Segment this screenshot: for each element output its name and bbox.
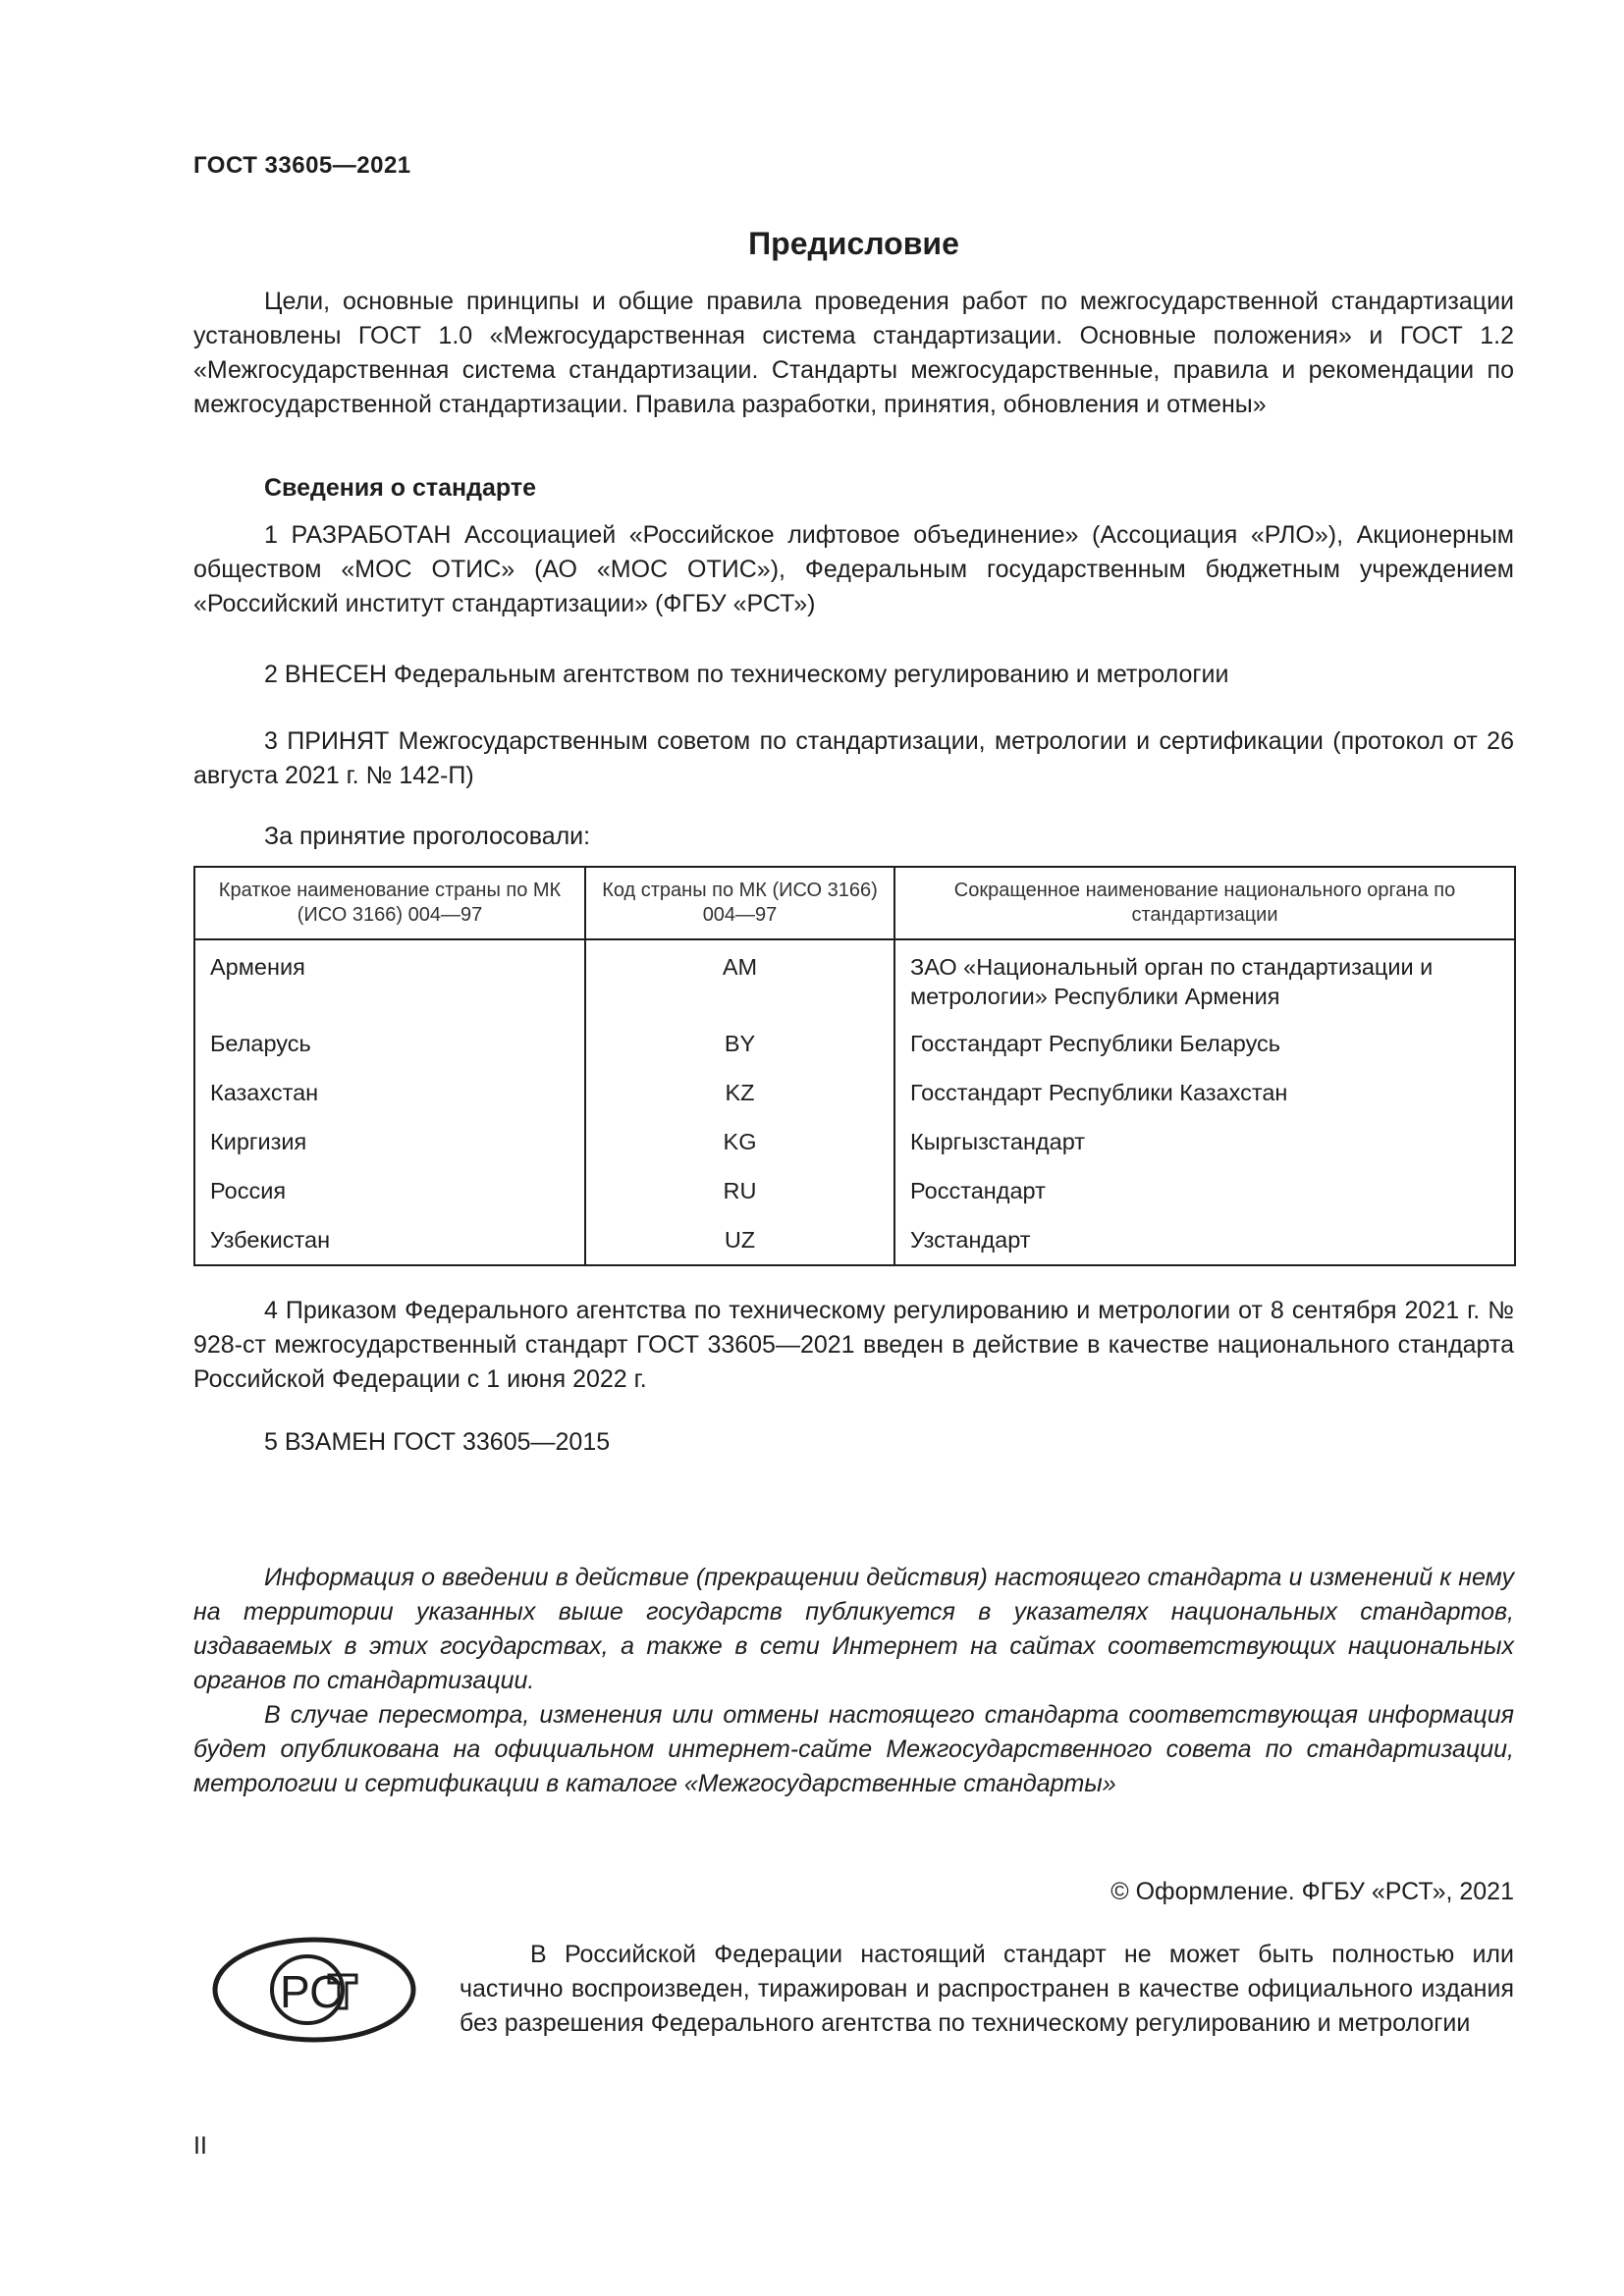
table-row [194,1211,1515,1265]
copyright-line: © Оформление. ФГБУ «РСТ», 2021 [1110,1878,1514,1905]
document-number: ГОСТ 33605—2021 [193,152,411,179]
country-cell: Беларусь [194,1015,585,1064]
info-heading: Сведения о стандарте [264,474,537,502]
body-cell: Узстандарт [910,1227,1031,1253]
reproduction-notice: В Российской Федерации настоящий стандарт не может быть полностью или частично воспроизведен, тиражирован и распространен в качестве официального издания без разрешения Федерального агентства по техническому регулированию и метрологии [460,1941,1514,2037]
item-1: 1 РАЗРАБОТАН Ассоциацией «Российское лифтовое объединение» (Ассоциация «РЛО»), Акционерным обществом «МОС ОТИС» (АО «МОС ОТИС»), Федеральным государственным бюджетным учреждением «Российский институт стандартизации» (ФГБУ «РСТ») [193,521,1514,617]
vote-label: За принятие проголосовали: [264,823,591,850]
country-cell: Киргизия [194,1113,585,1162]
code-cell: AM [585,939,894,1015]
body-cell: ЗАО «Национальный орган по стандартизации и метрологии» Республики Армения [910,954,1434,1009]
country-cell: Россия [194,1162,585,1211]
column-header-body: Сокращенное наименование национального органа по стандартизации [894,867,1515,939]
item-3: 3 ПРИНЯТ Межгосударственным советом по стандартизации, метрологии и сертификации (протокол от 26 августа 2021 г. № 142-П) [193,727,1514,789]
intro-paragraph: Цели, основные принципы и общие правила проведения работ по межгосударственной стандартизации установлены ГОСТ 1.0 «Межгосударственная система стандартизации. Основные положения» и ГОСТ 1.2 «Межгосударственная система стандартизации. Стандарты межгосударственные, правила и рекомендации по межгосударственной стандартизации. Правила разработки, принятия, обновления и отмены» [193,288,1514,418]
info-note-1: Информация о введении в действие (прекращении действия) настоящего стандарта и изменений к нему на территории указанных выше государств публикуется в указателях национальных стандартов, издаваемых в этих государствах, а также в сети Интернет на сайтах соответствующих национальных органов по стандартизации. [193,1564,1514,1694]
table-row [194,1015,1515,1064]
page-title: Предисловие [748,226,959,261]
table-row [194,1113,1515,1162]
country-cell: Казахстан [194,1064,585,1113]
code-cell: KZ [585,1064,894,1113]
table-header-row [194,867,1515,939]
code-cell: UZ [585,1211,894,1265]
code-cell: RU [585,1162,894,1211]
country-cell: Армения [194,939,585,1015]
body-cell: Госстандарт Республики Казахстан [910,1080,1288,1105]
body-cell: Госстандарт Республики Беларусь [910,1031,1281,1056]
info-note-2: В случае пересмотра, изменения или отмены настоящего стандарта соответствующая информация будет опубликована на официальном интернет-сайте Межгосударственного совета по стандартизации, метрологии и сертификации в каталоге «Межгосударственные стандарты» [193,1701,1514,1797]
table-row [194,1064,1515,1113]
code-cell: BY [585,1015,894,1064]
column-header-country: Краткое наименование страны по МК (ИСО 3166) 004—97 [194,867,585,939]
voting-table [193,866,1516,1266]
body-cell: Росстандарт [910,1178,1046,1203]
item-2: 2 ВНЕСЕН Федеральным агентством по техническому регулированию и метрологии [264,661,1229,688]
code-cell: KG [585,1113,894,1162]
rst-logo-icon [211,1936,417,2049]
item-4: 4 Приказом Федерального агентства по техническому регулированию и метрологии от 8 сентября 2021 г. № 928-ст межгосударственный стандарт ГОСТ 33605—2021 введен в действие в качестве национального стандарта Российской Федерации с 1 июня 2022 г. [193,1297,1514,1393]
table-row [194,939,1515,1015]
body-cell: Кыргызстандарт [910,1129,1086,1154]
country-cell: Узбекистан [194,1211,585,1265]
logo-letters: РС [280,1966,343,2017]
item-5: 5 ВЗАМЕН ГОСТ 33605—2015 [264,1428,611,1456]
page-number: II [193,2132,207,2160]
column-header-code: Код страны по МК (ИСО 3166) 004—97 [585,867,894,939]
table-row [194,1162,1515,1211]
